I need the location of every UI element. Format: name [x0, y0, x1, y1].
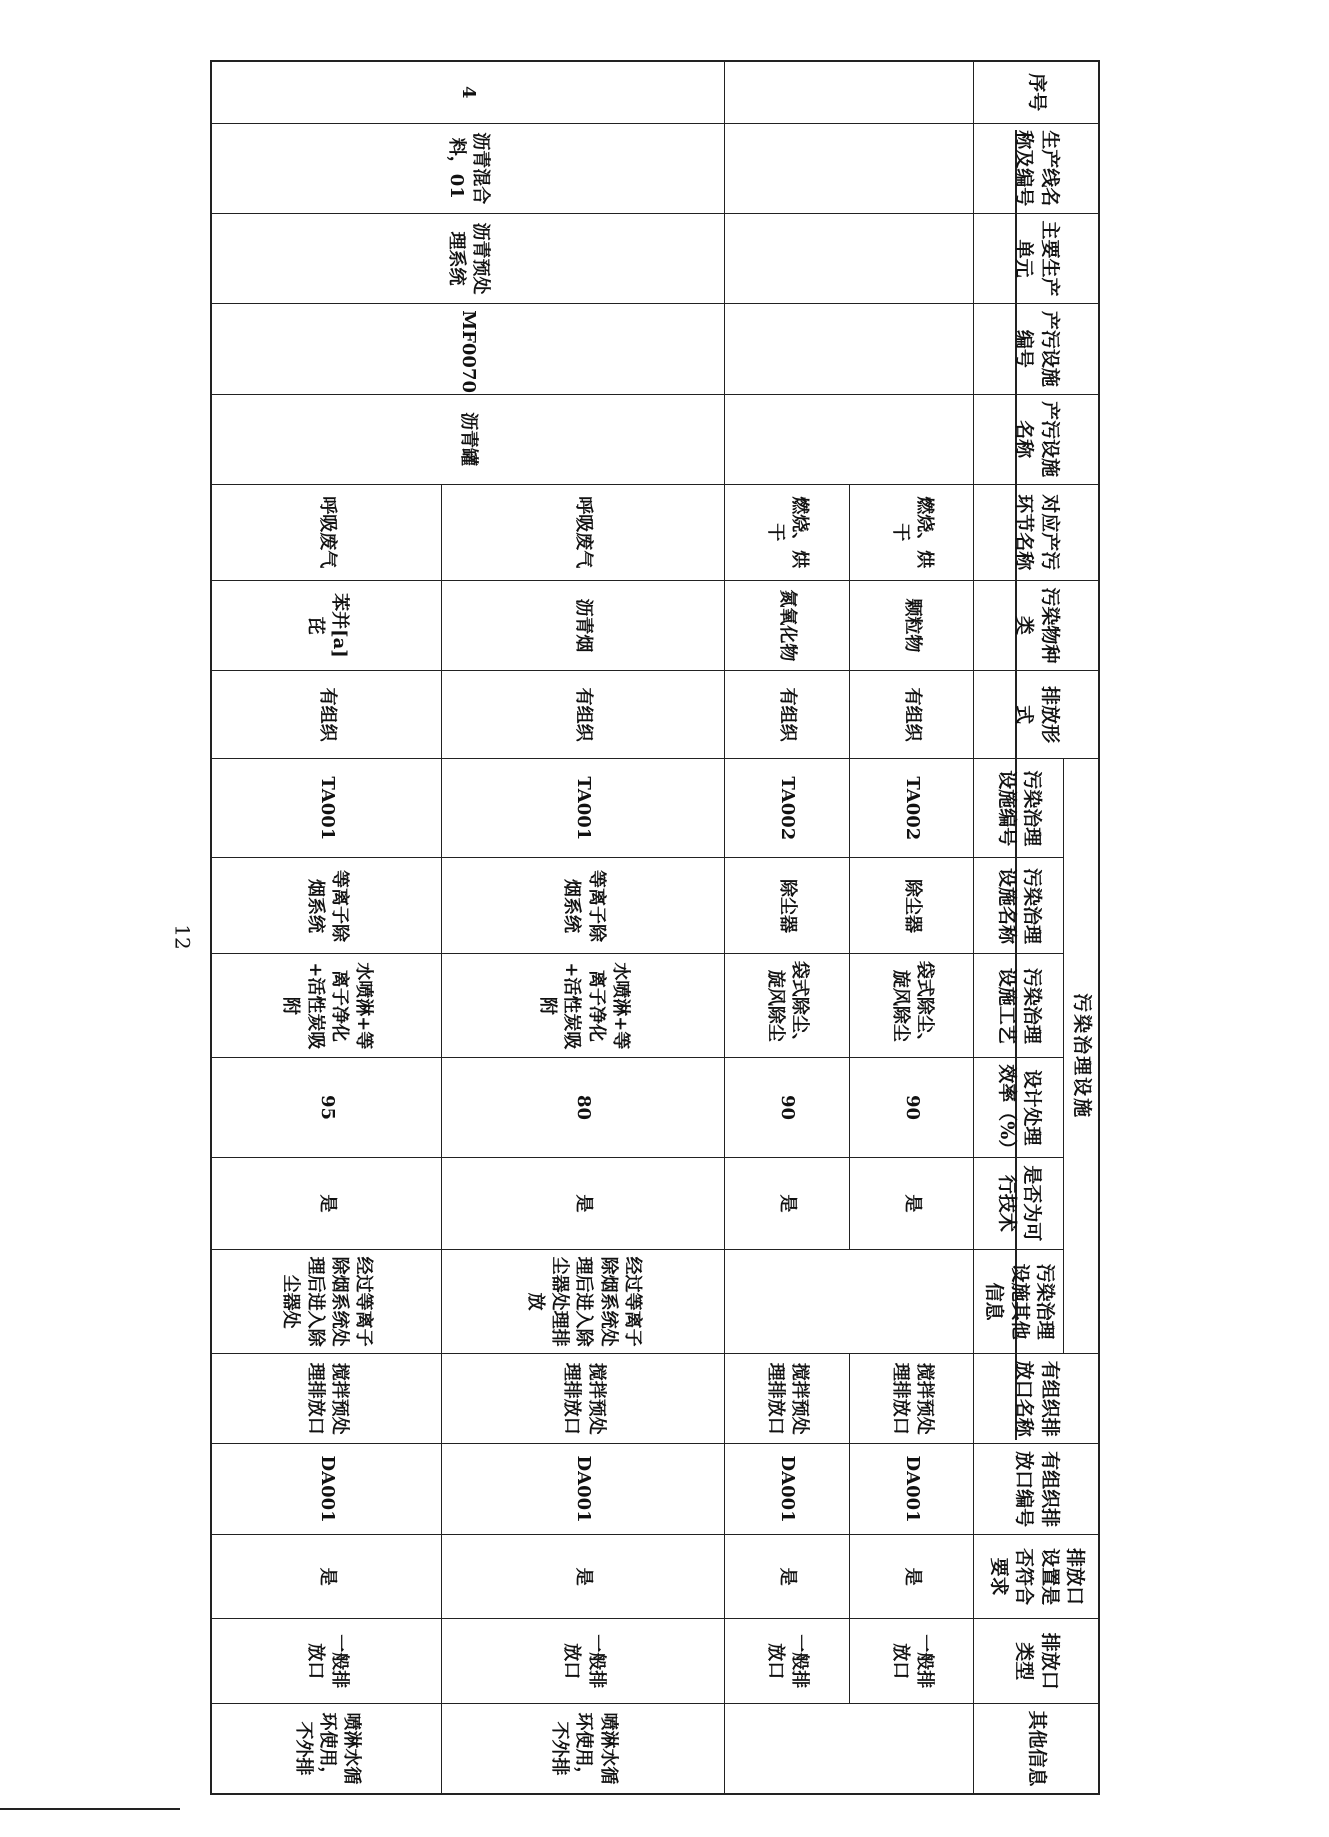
cell-unit-empty — [724, 213, 973, 303]
cell-treatment-process: 袋式除尘、旋风除尘 — [724, 954, 849, 1058]
cell-treatment-other — [724, 1250, 973, 1354]
cell-outlet-no: DA001 — [849, 1444, 974, 1534]
cell-outlet-type: 一般排放口 — [849, 1619, 974, 1704]
cell-treatment-feasible: 是 — [211, 1157, 442, 1250]
cell-outlet-name: 搅拌预处理排放口 — [211, 1354, 442, 1444]
cell-treatment-no: TA002 — [724, 759, 849, 858]
cell-treatment-process: 袋式除尘、旋风除尘 — [849, 954, 974, 1058]
cell-treatment-efficiency: 90 — [849, 1058, 974, 1157]
header-outlet-name: 有组织排放口名称 — [974, 1354, 1099, 1444]
cell-facno-empty — [724, 304, 973, 394]
cell-outlet-no: DA001 — [211, 1444, 442, 1534]
cell-treatment-feasible: 是 — [849, 1157, 974, 1250]
header-other: 其他信息 — [974, 1704, 1099, 1794]
cell-line: 沥青混合料，01 — [211, 123, 724, 213]
cell-treatment-process: 水喷淋+等离子净化+活性炭吸附 — [211, 954, 442, 1058]
cell-outlet-ok: 是 — [724, 1534, 849, 1619]
header-link: 对应产污环节名称 — [974, 484, 1099, 580]
cell-form: 有组织 — [211, 671, 442, 759]
cell-other: 喷淋水循环使用，不外排 — [211, 1704, 442, 1794]
header-seq: 序号 — [974, 61, 1099, 123]
cell-treatment-efficiency: 80 — [442, 1058, 724, 1157]
cell-treatment-no: TA002 — [849, 759, 974, 858]
header-treatment-name: 污染治理设施名称 — [974, 858, 1064, 954]
cell-link: 呼吸废气 — [442, 484, 724, 580]
cell-outlet-ok: 是 — [849, 1534, 974, 1619]
cell-facname-empty — [724, 394, 973, 484]
cell-form: 有组织 — [849, 671, 974, 759]
cell-treatment-name: 除尘器 — [724, 858, 849, 954]
cell-pollutant: 沥青烟 — [442, 580, 724, 670]
header-facility-no: 产污设施编号 — [974, 304, 1099, 394]
cell-treatment-other: 经过等离子除烟系统处理后进入除尘器处 — [211, 1250, 442, 1354]
header-form: 排放形式 — [974, 671, 1099, 759]
page-number: 12 — [170, 924, 195, 950]
cell-treatment-name: 等离子除烟系统 — [442, 858, 724, 954]
cell-outlet-type: 一般排放口 — [442, 1619, 724, 1704]
header-treatment-other: 污染治理设施其他信息 — [974, 1250, 1064, 1354]
header-treatment-process: 污染治理设施工艺 — [974, 954, 1064, 1058]
cell-outlet-no: DA001 — [442, 1444, 724, 1534]
cell-treatment-efficiency: 95 — [211, 1058, 442, 1157]
cell-treatment-feasible: 是 — [442, 1157, 724, 1250]
cell-treatment-process: 水喷淋+等离子净化+活性炭吸附 — [442, 954, 724, 1058]
cell-pollutant: 苯并[a]芘 — [211, 580, 442, 670]
cell-treatment-efficiency: 90 — [724, 1058, 849, 1157]
cell-treatment-other: 经过等离子除烟系统处理后进入除尘器处理排放 — [442, 1250, 724, 1354]
table-row — [849, 61, 974, 1794]
cell-unit: 沥青预处理系统 — [211, 213, 724, 303]
header-unit: 主要生产单元 — [974, 213, 1099, 303]
header-outlet-type: 排放口类型 — [974, 1619, 1099, 1704]
header-treatment-no: 污染治理设施编号 — [974, 759, 1064, 858]
cell-outlet-no: DA001 — [724, 1444, 849, 1534]
header-treatment-efficiency: 设计处理效率（%） — [974, 1058, 1064, 1157]
cell-seq: 4 — [211, 61, 724, 123]
cell-line-empty — [724, 123, 973, 213]
cell-form: 有组织 — [442, 671, 724, 759]
cell-outlet-name: 搅拌预处理排放口 — [724, 1354, 849, 1444]
header-facility-name: 产污设施名称 — [974, 394, 1099, 484]
cell-link: 燃烧、烘干 — [849, 484, 974, 580]
cell-other: 喷淋水循环使用，不外排 — [442, 1704, 724, 1794]
header-treatment-feasible: 是否为可行技术 — [974, 1157, 1064, 1250]
cell-link: 呼吸废气 — [211, 484, 442, 580]
header-line: 生产线名称及编号 — [974, 123, 1099, 213]
cell-pollutant: 颗粒物 — [849, 580, 974, 670]
cell-treatment-feasible: 是 — [724, 1157, 849, 1250]
header-group: 污染治理设施 — [1064, 759, 1099, 1354]
cell-outlet-name: 搅拌预处理排放口 — [442, 1354, 724, 1444]
cell-pollutant: 氮氧化物 — [724, 580, 849, 670]
table-row — [442, 61, 724, 1794]
cell-outlet-ok: 是 — [442, 1534, 724, 1619]
cell-facility-no: MF0070 — [211, 304, 724, 394]
cell-outlet-type: 一般排放口 — [211, 1619, 442, 1704]
cell-treatment-name: 除尘器 — [849, 858, 974, 954]
pollution-control-table — [210, 60, 1100, 1795]
header-pollutant: 污染物种类 — [974, 580, 1099, 670]
rotated-table-region — [210, 60, 1100, 1795]
cell-seq-empty — [724, 61, 973, 123]
cell-outlet-name: 搅拌预处理排放口 — [849, 1354, 974, 1444]
bottom-rule — [0, 1808, 180, 1810]
cell-form: 有组织 — [724, 671, 849, 759]
cell-other — [724, 1704, 973, 1794]
header-outlet-no: 有组织排放口编号 — [974, 1444, 1099, 1534]
cell-outlet-ok: 是 — [211, 1534, 442, 1619]
cell-treatment-no: TA001 — [442, 759, 724, 858]
cell-treatment-name: 等离子除烟系统 — [211, 858, 442, 954]
cell-facility-name: 沥青罐 — [211, 394, 724, 484]
cell-link: 燃烧、烘干 — [724, 484, 849, 580]
cell-treatment-no: TA001 — [211, 759, 442, 858]
header-outlet-ok: 排放口设置是否符合要求 — [974, 1534, 1099, 1619]
cell-outlet-type: 一般排放口 — [724, 1619, 849, 1704]
